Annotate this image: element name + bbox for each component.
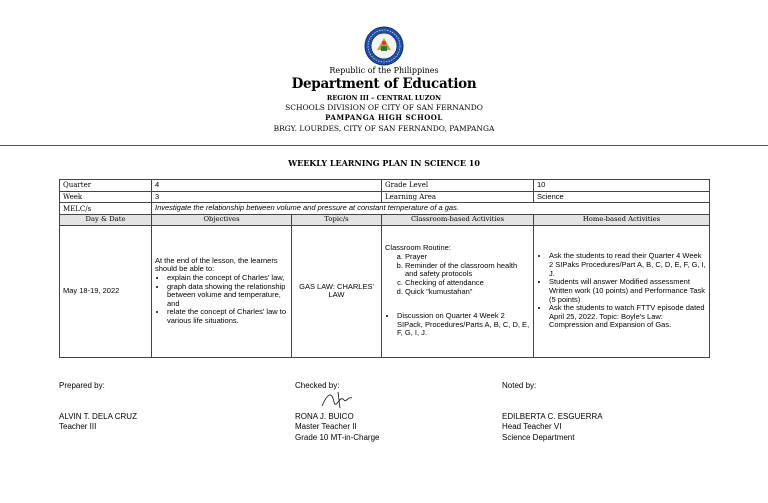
prepared-title: Teacher III [59,422,97,431]
home-item: • Ask the students to watch FTTV episode dated April 25, 2022. Topic: Boyle's Law: Compression and Expansion of Gas. [549,304,706,330]
week-label: Week [60,191,152,203]
school-address: BRGY. LOURDES, CITY OF SAN FERNANDO, PAMPANGA [273,124,495,133]
classroom-discussion-list [385,312,530,338]
home-cell [534,225,710,357]
checked-name: RONA J. BUICO [295,412,354,421]
routine-item: a. Prayer [405,253,530,262]
area-value: Science [534,191,710,203]
checked-title-1: Master Teacher II [295,422,357,431]
school-name: PAMPANGA HIGH SCHOOL [325,113,443,122]
routine-item: d. Quick "kumustahan" [405,288,530,297]
objective-item: • explain the concept of Charles' law, [167,274,288,283]
learning-plan-table [59,179,710,358]
checked-by-label: Checked by: [295,381,340,390]
home-item: • Ask the students to read their Quarter 4 Week 2 SIPaks Procedures/Part A, B, C, D, E, F, G, I, J. [549,252,706,278]
col-header-date: Day & Date [60,214,152,225]
department-name: Department of Education [291,76,477,92]
date-cell: May 18-19, 2022 [60,225,152,357]
plan-title: WEEKLY LEARNING PLAN IN SCIENCE 10 [288,158,480,168]
column-header-row [60,214,710,225]
noted-name: EDILBERTA C. ESGUERRA [502,412,603,421]
week-value: 3 [152,191,382,203]
noted-by-label: Noted by: [502,381,537,390]
home-item: • Students will answer Modified assessment Written work (10 points) and Performance Task (5 points) [549,278,706,304]
republic-line: Republic of the Philippines [329,66,439,75]
plan-row [60,225,710,357]
region-line: REGION III – CENTRAL LUZON [326,94,442,102]
objectives-list [155,274,288,326]
area-label: Learning Area [382,191,534,203]
col-header-home: Home-based Activities [534,214,710,225]
quarter-value: 4 [152,180,382,192]
objective-item: • graph data showing the relationship between volume and temperature, and [167,283,288,309]
header-divider [0,145,768,146]
noted-title-2: Science Department [502,433,575,442]
routine-item: c. Checking of attendance [405,279,530,288]
deped-seal-icon [364,26,404,66]
noted-title-1: Head Teacher VI [502,422,562,431]
classroom-intro: Classroom Routine: [385,243,451,253]
col-header-topics: Topic/s [292,214,382,225]
prepared-by-label: Prepared by: [59,381,105,390]
classroom-cell [382,225,534,357]
home-activities-list [537,252,706,330]
checked-title-2: Grade 10 MT-in-Charge [295,433,380,442]
melc-label: MELC/s [60,203,152,215]
grade-value: 10 [534,180,710,192]
quarter-row [60,180,710,192]
routine-item: b. Reminder of the classroom health and safety protocols [405,262,530,279]
objective-item: • relate the concept of Charles' law to various life situations. [167,308,288,325]
objectives-intro: At the end of the lesson, the learners should be able to: [155,255,278,274]
prepared-name: ALVIN T. DELA CRUZ [59,412,137,421]
quarter-label: Quarter [60,180,152,192]
col-header-objectives: Objectives [152,214,292,225]
melc-value: Investigate the relationship between volume and pressure at constant temperature of a gas. [152,203,710,215]
melc-row [60,203,710,215]
discussion-item: • Discussion on Quarter 4 Week 2 SIPack, Procedures/Parts A, B, C, D, E, F, G, I, J. [397,312,530,338]
objectives-cell [152,225,292,357]
grade-label: Grade Level [382,180,534,192]
signature-icon [318,388,360,412]
week-row [60,191,710,203]
topic-cell: GAS LAW: CHARLES' LAW [292,225,382,357]
division-line: SCHOOLS DIVISION OF CITY OF SAN FERNANDO [285,103,483,112]
col-header-classroom: Classroom-based Activities [382,214,534,225]
classroom-routine-list [385,253,530,296]
